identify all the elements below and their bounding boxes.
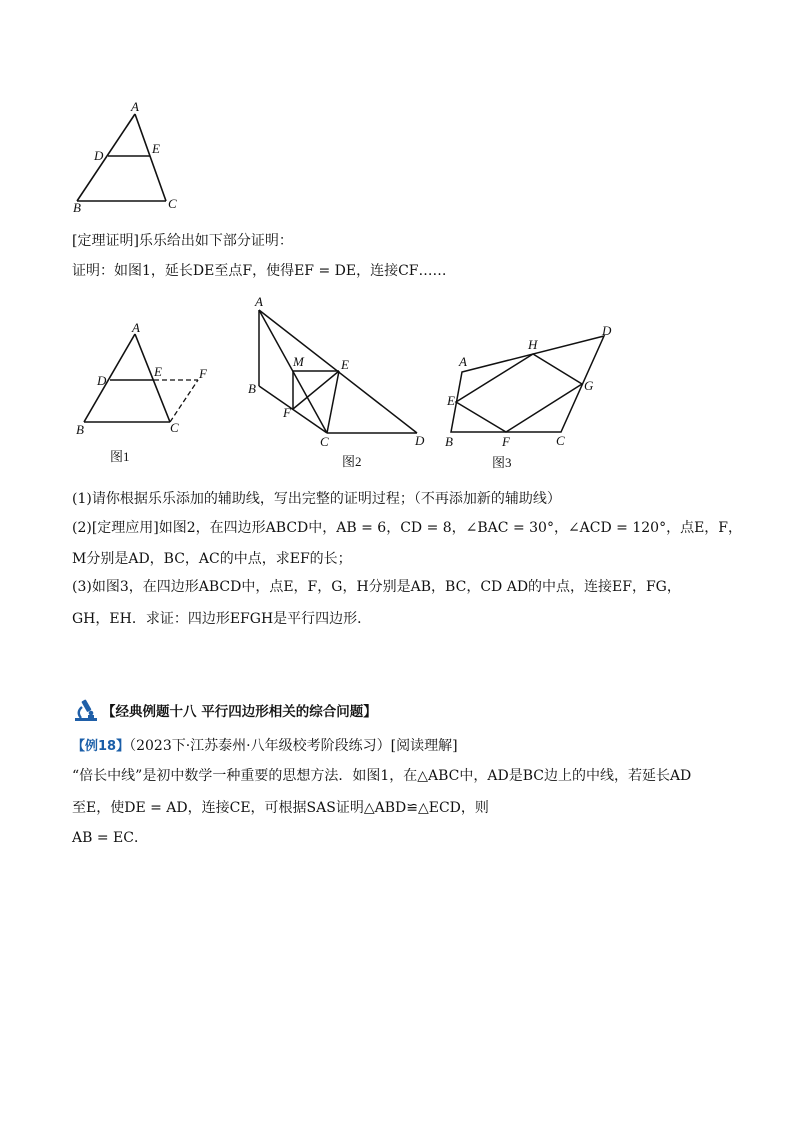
question-3-line-1: (3)如图3，在四边形ABCD中，点E，F，G，H分别是AB，BC，CD AD的中点，连接EF，FG， [72, 579, 681, 595]
section-heading [72, 698, 377, 722]
label-c: C [170, 420, 179, 435]
question-2-line-2: M分别是AD，BC，AC的中点，求EF的长； [72, 551, 352, 567]
label-h: H [528, 337, 538, 352]
label-e: E [154, 364, 162, 379]
triangle-figure-top [70, 98, 190, 216]
segment-ab [77, 114, 135, 201]
label-f: F [283, 405, 291, 420]
example-header [72, 736, 458, 757]
segment-ac [135, 334, 170, 422]
label-b: B [73, 200, 81, 215]
label-c: C [556, 433, 565, 448]
label-a: A [459, 354, 467, 369]
question-3-line-2: GH，EH．求证：四边形EFGH是平行四边形． [72, 611, 372, 627]
label-a: A [255, 294, 263, 309]
label-e: E [447, 393, 455, 408]
figure-3 [440, 320, 620, 475]
question-2-line-1: (2)[定理应用]如图2，在四边形ABCD中，AB = 6，CD = 8，∠BAC = 30°，∠ACD = 120°，点E，F， [72, 520, 743, 536]
label-f: F [199, 366, 207, 381]
question-1: (1)请你根据乐乐添加的辅助线，写出完整的证明过程；（不再添加新的辅助线） [72, 491, 561, 507]
label-b: B [76, 422, 84, 437]
label-b: B [248, 381, 256, 396]
label-e: E [152, 141, 160, 156]
label-f: F [502, 434, 510, 449]
label-b: B [445, 434, 453, 449]
proof-title: [定理证明]乐乐给出如下部分证明： [72, 233, 293, 249]
label-c: C [320, 434, 329, 449]
label-a: A [131, 99, 139, 114]
example-line-2: 至E，使DE = AD，连接CE，可根据SAS证明△ABD≌△ECD，则 [72, 800, 489, 816]
label-e: E [341, 357, 349, 372]
dashed-cf [170, 380, 198, 422]
label-d: D [602, 323, 612, 338]
section-heading-text: 【经典例题十八 平行四边形相关的综合问题】 [102, 704, 377, 720]
segment-ab [84, 334, 135, 422]
proof-line: 证明：如图1，延长DE至点F，使得EF = DE，连接CF…… [72, 263, 447, 279]
label-c: C [168, 196, 177, 211]
figure-2 [245, 290, 440, 475]
example-tag: 【例18】 [72, 739, 130, 754]
figure-1 [70, 318, 220, 468]
example-line-1: “倍长中线”是初中数学一种重要的思想方法．如图1，在△ABC中，AD是BC边上的中线，若延长AD [72, 768, 692, 784]
segment-ac [135, 114, 166, 201]
example-line-3: AB = EC． [72, 830, 148, 846]
figure-1-caption: 图1 [110, 449, 130, 464]
label-d: D [94, 148, 104, 163]
figure-3-caption: 图3 [492, 455, 512, 470]
label-d: D [97, 373, 107, 388]
label-d: D [415, 433, 425, 448]
quadrilateral-efgh [456, 354, 582, 432]
label-a: A [132, 320, 140, 335]
label-g: G [584, 378, 594, 393]
figure-2-caption: 图2 [342, 454, 362, 469]
label-m: M [293, 354, 304, 369]
example-source: （2023下·江苏泰州·八年级校考阶段练习）[阅读理解] [129, 738, 458, 754]
microscope-icon [72, 698, 100, 722]
